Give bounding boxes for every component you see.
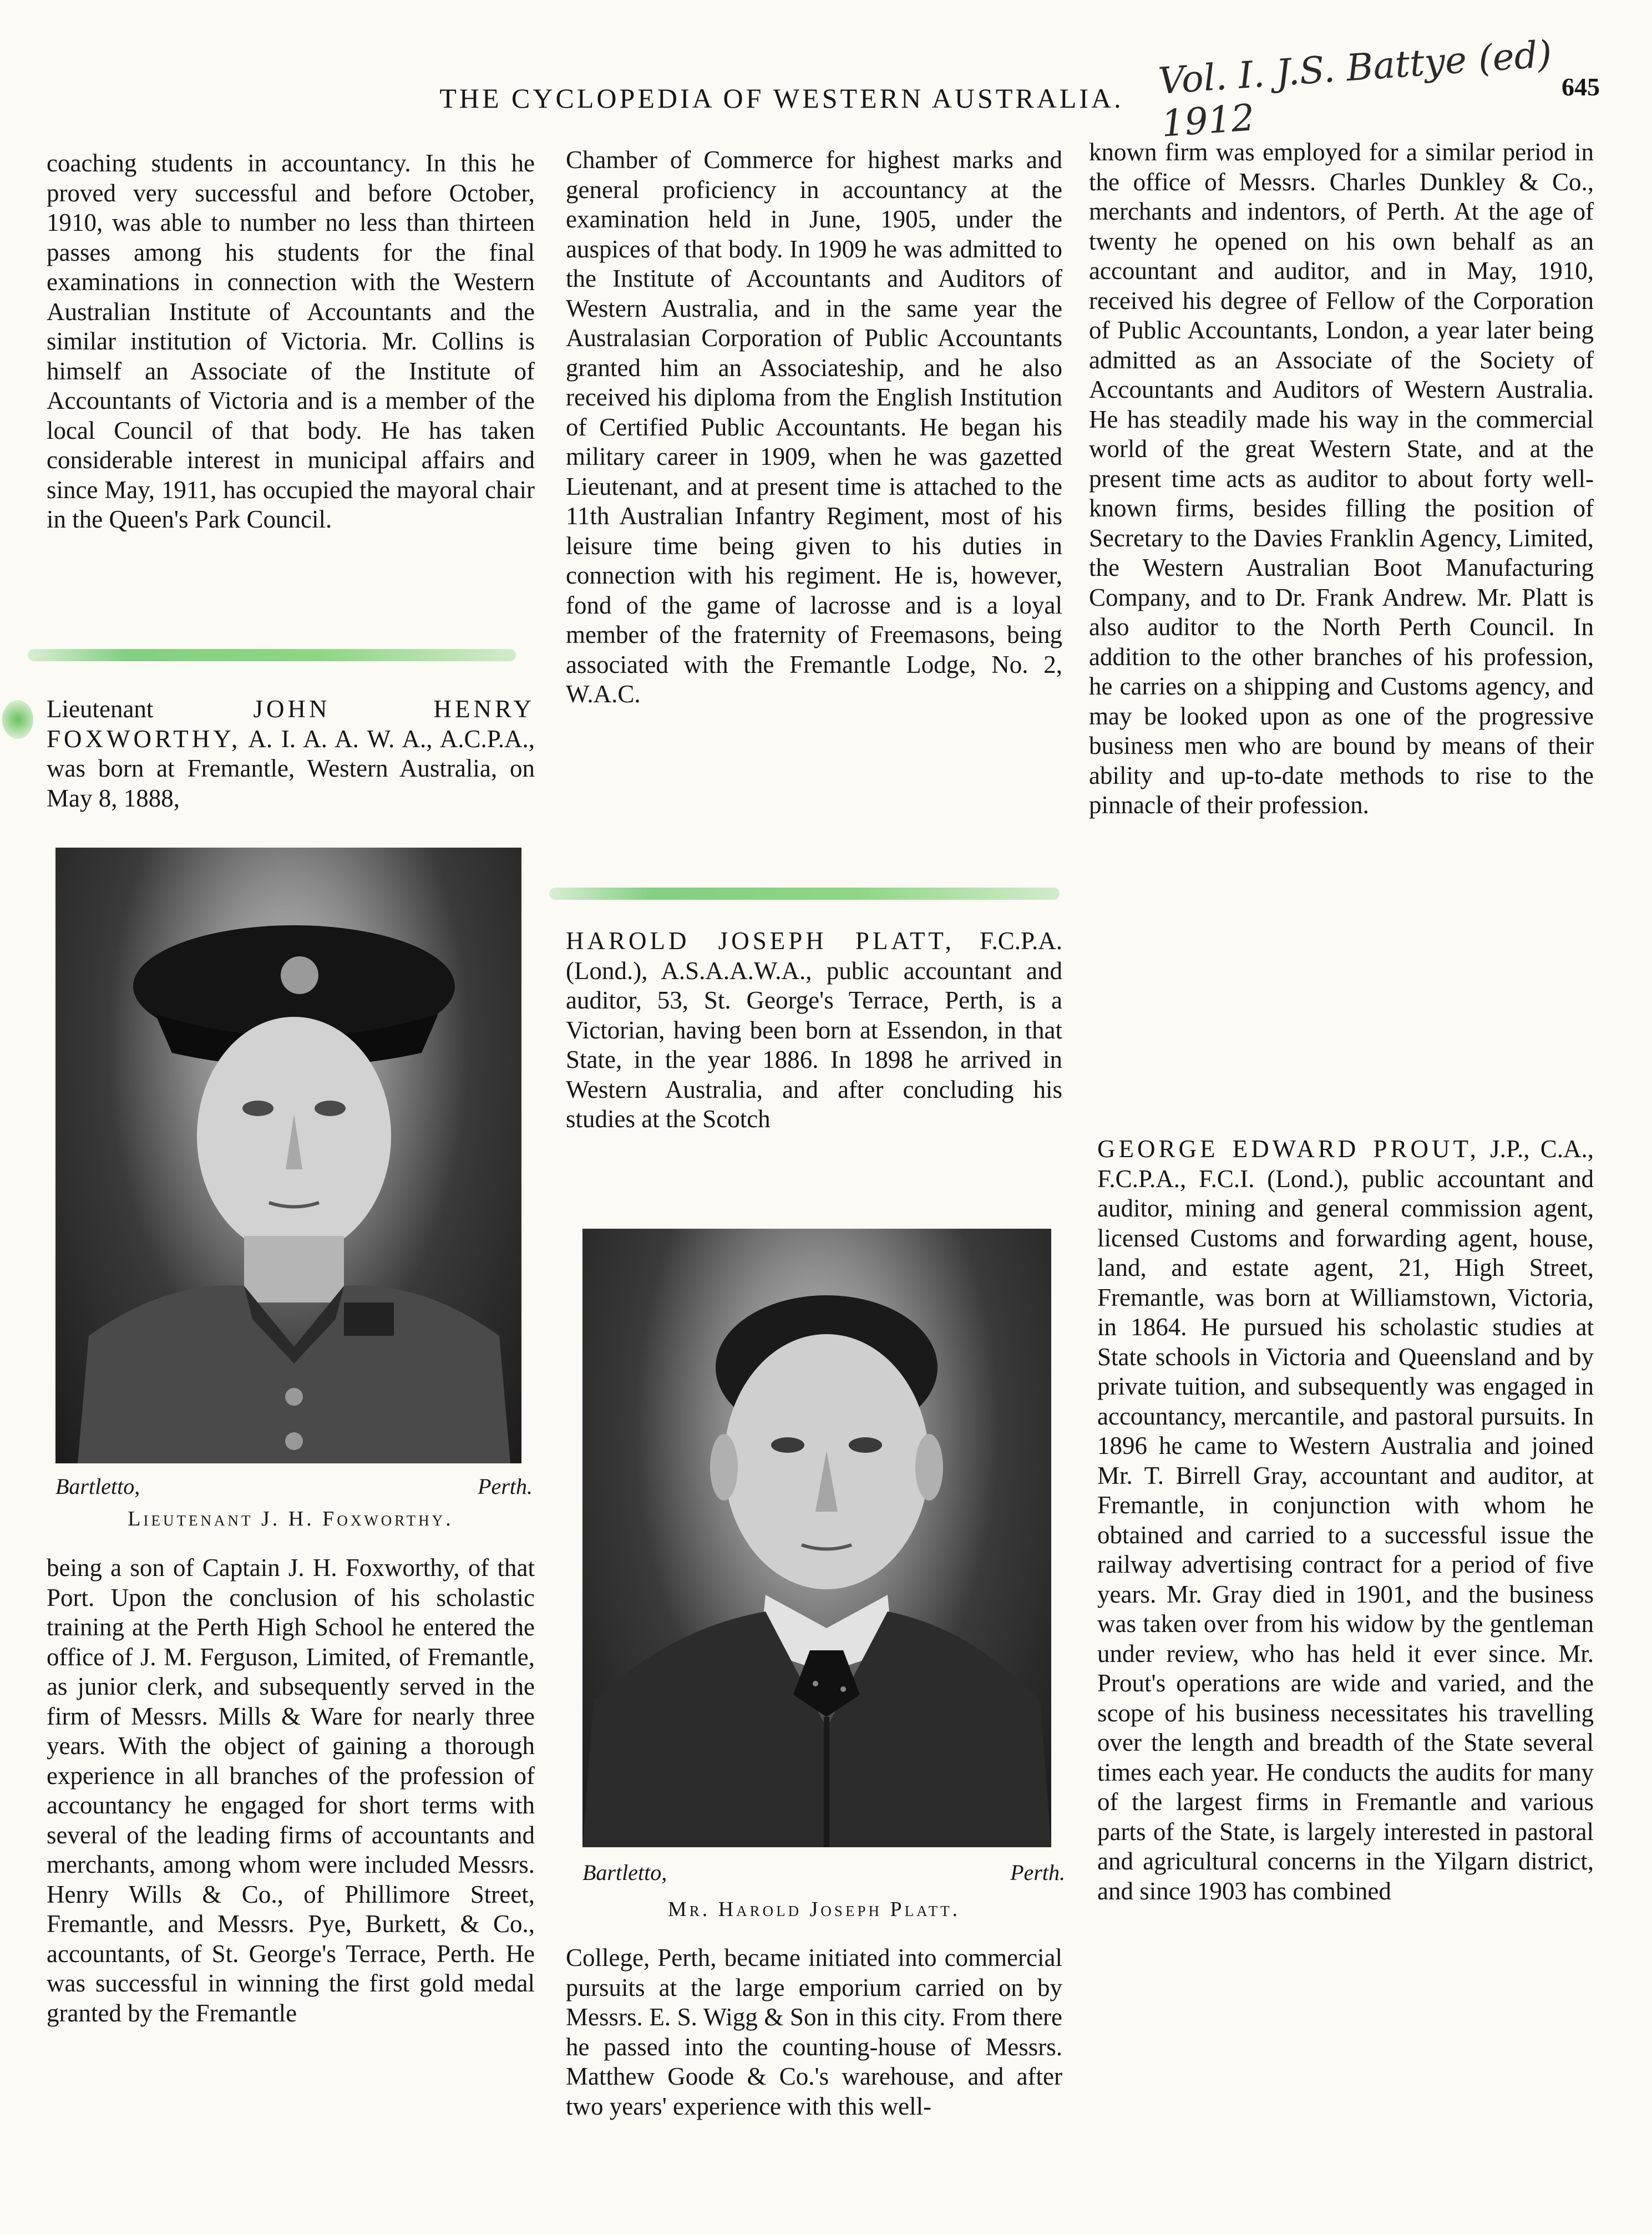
entry-text: J.P., C.A., F.C.P.A., F.C.I. (Lond.), public accountant and auditor, mining and general commission agent, licensed Customs and forwarding agent, house, land, and estate agent, 21, High Street, Fremantle, was born at Williamstown, Victoria, in 1864. He pursued his scholastic studies at State schools in Victoria and Queensland and by private tuition, and subsequently was engaged in accountancy, mercantile, and pastoral pursuits. In 1896 he came to Western Australia and joined Mr. T. Birrell Gray, accountant and auditor, at Fremantle, in conjunction with whom he obtained and carried to a successful issue the railway advertising contract for a period of five years. Mr. Gray died in 1901, and the business was taken over from his widow by the gentleman under review, who has held it ever since. Mr. Prout's operations are wide and varied, and the scope of his business necessitates his travelling over the length and breadth of the State several times each year. He conducts the audits for many of the largest firms in Fremantle and various parts of the State, is largely interested in pastoral and agricultural concerns in the Yilgarn district, and since 1903 has combined xyxy=(1097,1135,1594,1905)
entry-name: JOHN HENRY FOXWORTHY, xyxy=(47,695,535,753)
column-3-top xyxy=(1089,138,1594,820)
photo-caption-platt: Mr. Harold Joseph Platt. xyxy=(667,1898,961,1921)
platt-paragraph: College, Perth, became initiated into commercial pursuits at the large emporium carried on by Messrs. E. S. Wigg & Son in this city. From there he passed into the counting-house of Messrs. Matthew Goode & Co.'s warehouse, and after two years' experience with this well- xyxy=(566,1944,1062,2120)
entry-name: GEORGE EDWARD PROUT, xyxy=(1097,1135,1479,1163)
entry-prefix: Lieutenant xyxy=(47,695,254,723)
column-1-bottom xyxy=(47,1553,535,2028)
collins-paragraph-end: coaching students in accountancy. In this he proved very successful and before October, 1910, was able to number no less than thirteen passes among his students for the final examinations in connection with the Western Australian Institute of Accountants and the similar institution of Victoria. Mr. Collins is himself an Associate of the Institute of Accountants of Victoria and is a member of the local Council of that body. He has taken considerable interest in municipal affairs and since May, 1911, has occupied the mayoral chair in the Queen's Park Council. xyxy=(47,149,535,533)
foxworthy-paragraph: being a son of Captain J. H. Foxworthy, of that Port. Upon the conclusion of his scholastic training at the Perth High School he entered the office of J. M. Ferguson, Limited, of Fremantle, as junior clerk, and subsequently served in the firm of Messrs. Mills & Ware for nearly three years. With the object of gaining a thorough experience in all branches of the profession of accountancy he engaged for short terms with several of the leading firms of accountants and merchants, among whom were included Messrs. Henry Wills & Co., of Phillimore Street, Fremantle, and Messrs. Pye, Burkett, & Co., accountants, of St. George's Terrace, Perth. He was successful in winning the first gold medal granted by the Fremantle xyxy=(47,1554,535,2027)
photo-credit-studio: Bartletto, xyxy=(55,1474,140,1499)
photo-credit-row xyxy=(55,1473,533,1499)
prout-entry xyxy=(1097,1134,1594,1906)
portrait-foxworthy xyxy=(55,848,521,1463)
section-divider xyxy=(28,649,516,661)
foxworthy-paragraph-continued: Chamber of Commerce for highest marks and general proficiency in accountancy at the examination held in June, 1905, under the auspices of that body. In 1909 he was admitted to the Institute of Accountants and Auditors of Western Australia, and in the same year the Australasian Corporation of Public Accountants granted him an Associateship, and he also received his diploma from the English Institution of Certified Public Accountants. He began his military career in 1909, when he was gazetted Lieutenant, and at present time is attached to the 11th Australian Infantry Regiment, most of his leisure time being given to his duties in connection with his regiment. He is, however, fond of the game of lacrosse and is a loyal member of the fraternity of Freemasons, being associated with the Fremantle Lodge, No. 2, W.A.C. xyxy=(566,146,1062,708)
photo-credit-studio: Bartletto, xyxy=(582,1860,667,1885)
entry-text: F.C.P.A. (Lond.), A.S.A.A.W.A., public accountant and auditor, 53, St. George's Terrace, Perth, is a Victorian, having been born at Essendon, in that State, in the year 1886. In 1898 he arrived in Western Australia, and after concluding his studies at the Scotch xyxy=(566,927,1062,1133)
platt-entry xyxy=(566,926,1062,1134)
green-mark xyxy=(2,700,33,739)
photo-caption-foxworthy: Lieutenant J. H. Foxworthy. xyxy=(128,1507,454,1530)
column-2-bottom xyxy=(566,1943,1062,2121)
column-1-top xyxy=(47,149,535,535)
photo-credit-city: Perth. xyxy=(478,1474,533,1499)
entry-name: HAROLD JOSEPH PLATT, xyxy=(566,927,955,955)
handwritten-annotation: Vol. I. J.S. Battye (ed) 1912 xyxy=(1157,32,1553,145)
column-2-top xyxy=(566,145,1062,709)
platt-paragraph-continued: known firm was employed for a similar period in the office of Messrs. Charles Dunkley & Co., merchants and indentors, of Perth. At the age of twenty he opened on his own behalf as an accountant and auditor, and in May, 1910, received his degree of Fellow of the Corporation of Public Accountants, London, a year later being admitted as an Associate of the Society of Accountants and Auditors of Western Australia. He has steadily made his way in the commercial world of the great Western State, and at the present time acts as auditor to about forty well-known firms, besides filling the position of Secretary to the Davies Franklin Agency, Limited, the Western Australian Boot Manufacturing Company, and to Dr. Frank Andrew. Mr. Platt is also auditor to the North Perth Council. In addition to the other branches of his profession, he carries on a shipping and Customs agency, and may be looked upon as one of the progressive business men who are bound by means of their ability and up-to-date methods to rise to the pinnacle of their profession. xyxy=(1089,138,1594,819)
entry-text: A. I. A. A. W. A., A.C.P.A., was born at Fremantle, Western Australia, on May 8, 1888, xyxy=(47,724,535,812)
portrait-platt xyxy=(582,1229,1051,1847)
photo-credit-city: Perth. xyxy=(1010,1860,1065,1885)
section-divider xyxy=(549,888,1060,900)
running-title: THE CYCLOPEDIA OF WESTERN AUSTRALIA. xyxy=(439,83,1124,114)
foxworthy-entry xyxy=(47,695,535,813)
page-number: 645 xyxy=(1562,73,1600,101)
photo-credit-row xyxy=(582,1859,1065,1886)
